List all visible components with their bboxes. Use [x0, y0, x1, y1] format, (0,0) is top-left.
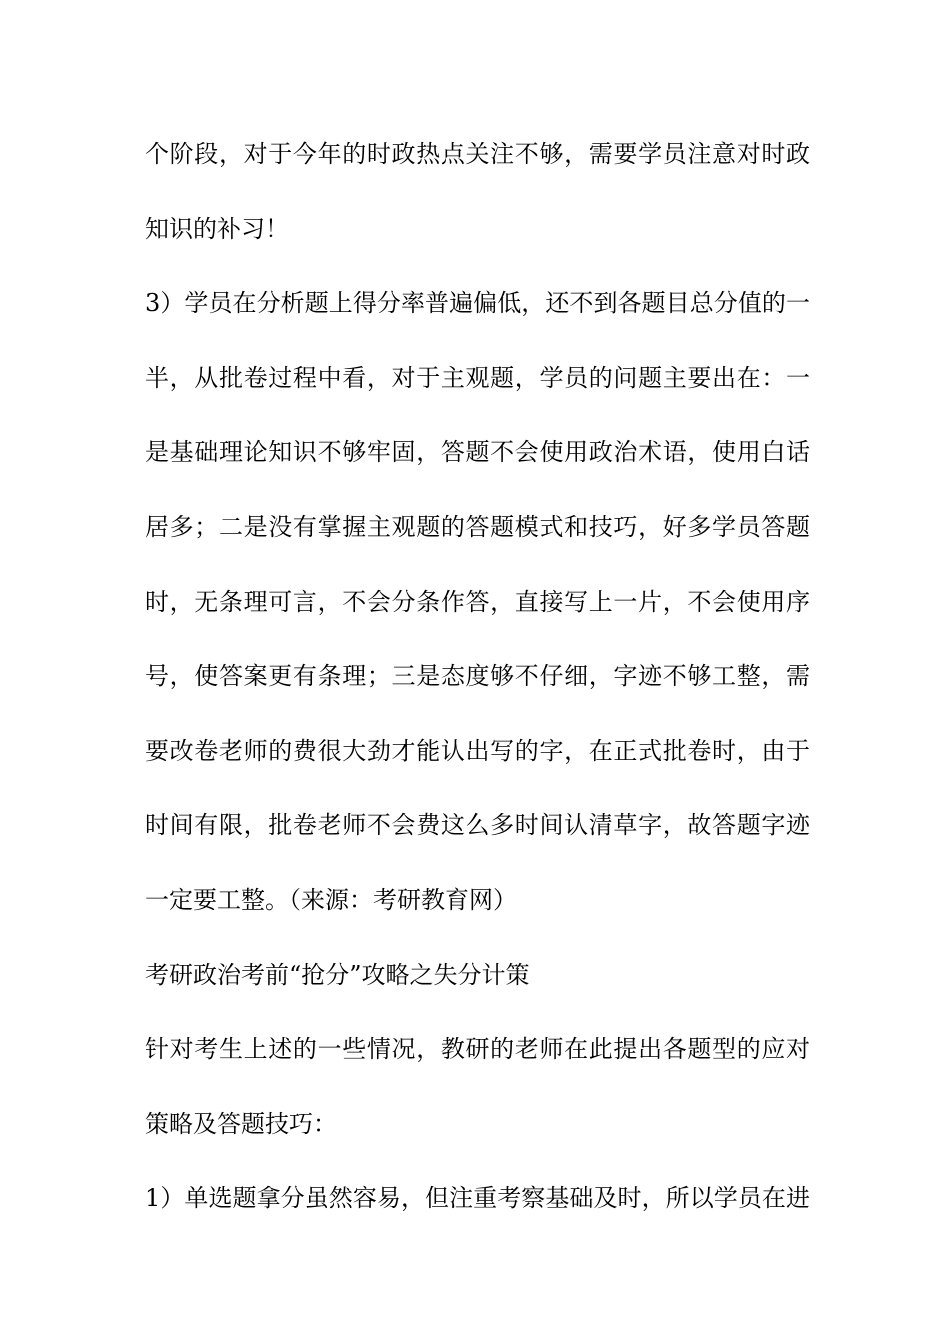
body-text: [145, 128, 810, 1247]
text-line-7: 时，无条理可言，不会分条作答，直接写上一片，不会使用序: [145, 587, 810, 616]
section-heading: 考研政治考前“抢分”攻略之失分计策: [145, 960, 530, 989]
text-line-6: 居多；二是没有掌握主观题的答题模式和技巧，好多学员答题: [145, 512, 810, 541]
text-line-2: 知识的补习！: [145, 214, 289, 243]
text-line-3: 3）学员在分析题上得分率普遍偏低，还不到各题目总分值的一: [145, 289, 810, 318]
text-line-15: 1）单选题拿分虽然容易，但注重考察基础及时，所以学员在进: [145, 1184, 810, 1213]
text-line-10: 时间有限，批卷老师不会费这么多时间认清草字，故答题字迹: [145, 811, 810, 840]
text-line-4: 半，从批卷过程中看，对于主观题，学员的问题主要出在：一: [145, 363, 810, 392]
text-line-14: 策略及答题技巧：: [145, 1109, 337, 1138]
text-line-5: 是基础理论知识不够牢固，答题不会使用政治术语，使用白话: [145, 438, 810, 467]
text-line-13: 针对考生上述的一些情况，教研的老师在此提出各题型的应对: [145, 1035, 810, 1064]
text-line-11: 一定要工整。（来源：考研教育网）: [145, 885, 517, 914]
text-line-1: 个阶段，对于今年的时政热点关注不够，需要学员注意对时政: [145, 140, 810, 168]
text-line-9: 要改卷老师的费很大劲才能认出写的字，在正式批卷时，由于: [145, 736, 810, 765]
text-line-8: 号，使答案更有条理；三是态度够不仔细，字迹不够工整，需: [145, 662, 810, 691]
